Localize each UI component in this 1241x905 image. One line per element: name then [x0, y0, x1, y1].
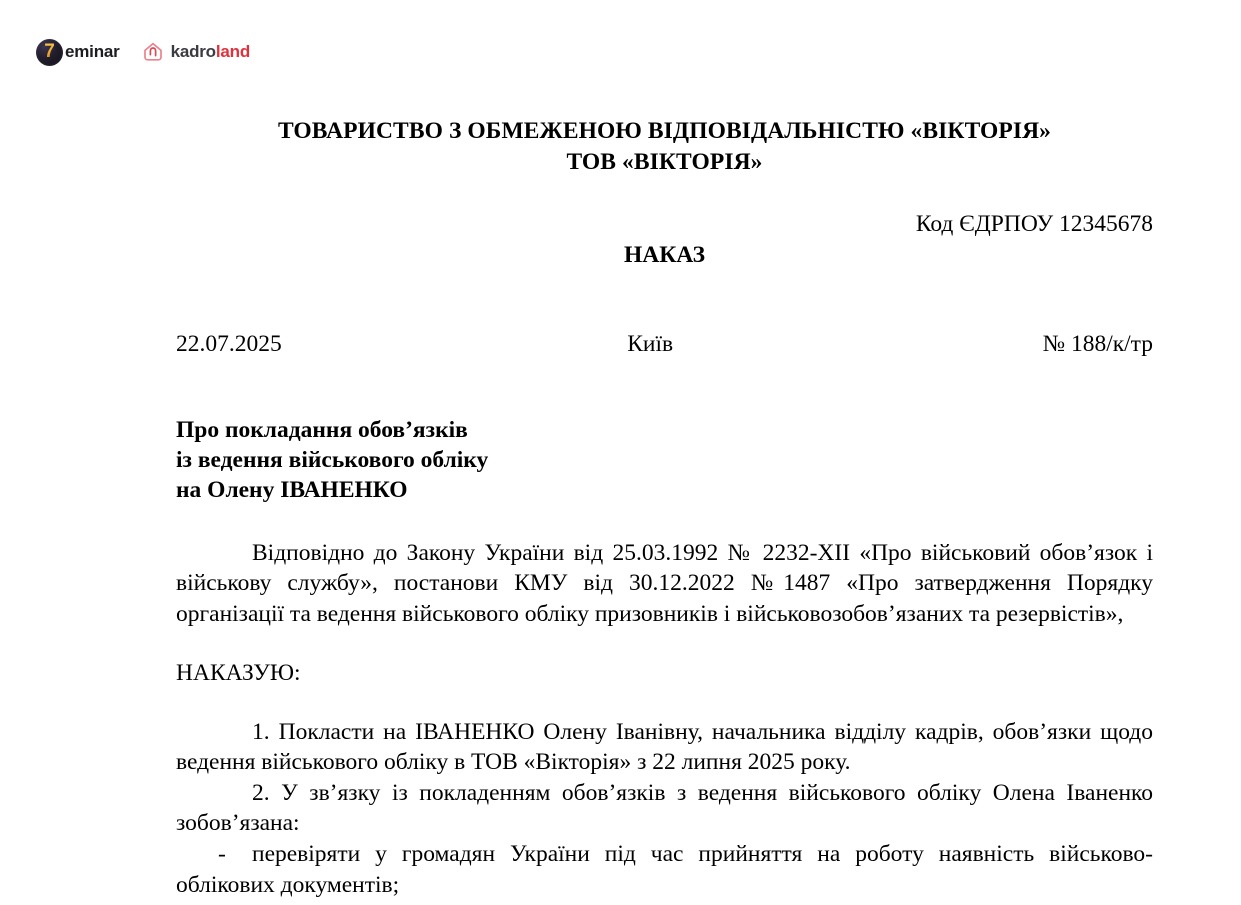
- order-verb: НАКАЗУЮ:: [176, 660, 301, 687]
- zeminar-logo[interactable]: [36, 39, 120, 66]
- document-date: 22.07.2025: [176, 331, 282, 358]
- document-subject-line-2: із ведення військового обліку: [176, 446, 489, 473]
- kadroland-word-red: land: [215, 42, 251, 61]
- document-subject-line-1: Про покладання обов’язків: [176, 416, 468, 443]
- document-city: Київ: [627, 331, 674, 358]
- document-subject: [176, 415, 1153, 506]
- document-meta-row: [176, 330, 1153, 358]
- zeminar-wordmark: eminar: [65, 42, 120, 61]
- edrpou-code: Код ЄДРПОУ 12345678: [915, 211, 1153, 238]
- bullet-dash-marker: [176, 839, 252, 870]
- organization-title-line-1: ТОВАРИСТВО З ОБМЕЖЕНОЮ ВІДПОВІДАЛЬНІСТЮ «ВІКТОРІЯ»: [277, 118, 1052, 144]
- order-item-2-bullet-1-text: перевіряти у громадян України під час прийняття на роботу наявність військово-облікових документів;: [176, 840, 1153, 898]
- zeminar-logo-icon: [36, 39, 63, 66]
- document-body: [176, 0, 1153, 900]
- order-item-2: 2. У зв’язку із покладенням обов’язків з ведення військового обліку Олена Іваненко зобов’язана:: [176, 779, 1153, 837]
- kadroland-word-dark: kadro: [170, 42, 216, 61]
- preamble-paragraph: Відповідно до Закону України від 25.03.1992 № 2232-XII «Про військовий обов’язок і військову службу», постанови КМУ від 30.12.2022 №1487 «Про затвердження Порядку організації та ведення військового обліку призовників і військовозобов’язаних та резервістів»,: [176, 539, 1153, 627]
- kadroland-logo-icon: [142, 41, 164, 63]
- zeminar-seven-glyph: 7: [36, 39, 63, 66]
- organization-title-line-2: ТОВ «ВІКТОРІЯ»: [566, 148, 763, 175]
- document-number: № 188/к/тр: [1042, 331, 1153, 358]
- document-subject-line-3: на Олену ІВАНЕНКО: [176, 477, 408, 504]
- order-item-1: 1. Покласти на ІВАНЕНКО Олену Іванівну, начальника відділу кадрів, обов’язки щодо ведення військового обліку в ТОВ «Вікторія» з 22 липня 2025 року.: [176, 718, 1153, 776]
- order-item-2-bullet-1: [176, 839, 1153, 900]
- bullet-dash-glyph: -: [218, 840, 226, 867]
- document-type-heading: НАКАЗ: [623, 242, 706, 269]
- organization-title: [176, 116, 1153, 177]
